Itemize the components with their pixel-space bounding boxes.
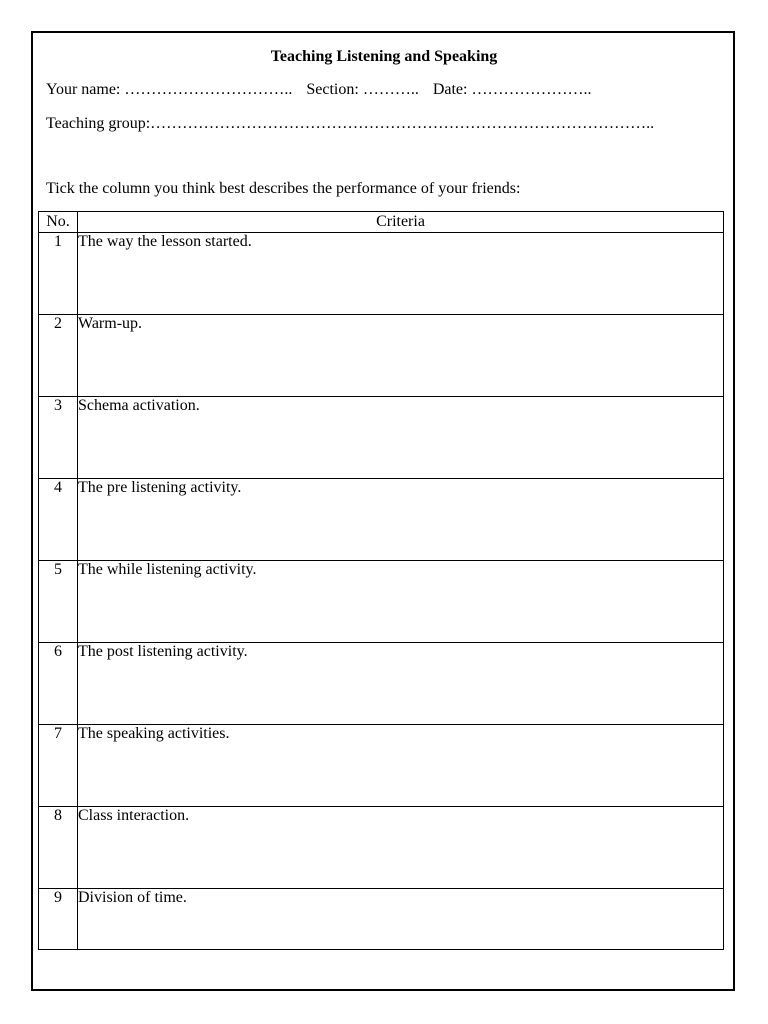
- table-row: [39, 397, 724, 479]
- header-no: No.: [39, 212, 78, 233]
- row-criteria: Schema activation.: [78, 397, 724, 479]
- your-name-field: Your name: …………………………..: [46, 81, 293, 98]
- row-criteria: The way the lesson started.: [78, 233, 724, 315]
- row-number: 5: [39, 561, 78, 643]
- row-criteria: The speaking activities.: [78, 725, 724, 807]
- row-number: 2: [39, 315, 78, 397]
- criteria-table: [38, 211, 724, 950]
- row-criteria: The while listening activity.: [78, 561, 724, 643]
- table-row: [39, 479, 724, 561]
- row-number: 6: [39, 643, 78, 725]
- row-number: 9: [39, 889, 78, 950]
- header-criteria: Criteria: [78, 212, 724, 233]
- teaching-group-field: Teaching group:…………………………………………………………………………………..: [46, 115, 655, 132]
- row-criteria: The pre listening activity.: [78, 479, 724, 561]
- table-row: [39, 233, 724, 315]
- table-row: [39, 643, 724, 725]
- section-field: Section: ………..: [306, 81, 419, 98]
- row-criteria: The post listening activity.: [78, 643, 724, 725]
- row-number: 7: [39, 725, 78, 807]
- student-info-line: [46, 81, 591, 99]
- row-criteria: Warm-up.: [78, 315, 724, 397]
- table-row: [39, 561, 724, 643]
- table-row: [39, 315, 724, 397]
- table-row: [39, 807, 724, 889]
- table-row: [39, 725, 724, 807]
- row-number: 4: [39, 479, 78, 561]
- row-criteria: Class interaction.: [78, 807, 724, 889]
- row-number: 3: [39, 397, 78, 479]
- row-number: 8: [39, 807, 78, 889]
- row-criteria: Division of time.: [78, 889, 724, 950]
- date-field: Date: …………………..: [432, 81, 592, 98]
- table-row: [39, 889, 724, 950]
- document-title: Teaching Listening and Speaking: [270, 48, 498, 65]
- table-header-row: [39, 212, 724, 233]
- row-number: 1: [39, 233, 78, 315]
- instruction-text: Tick the column you think best describes the performance of your friends:: [46, 180, 521, 197]
